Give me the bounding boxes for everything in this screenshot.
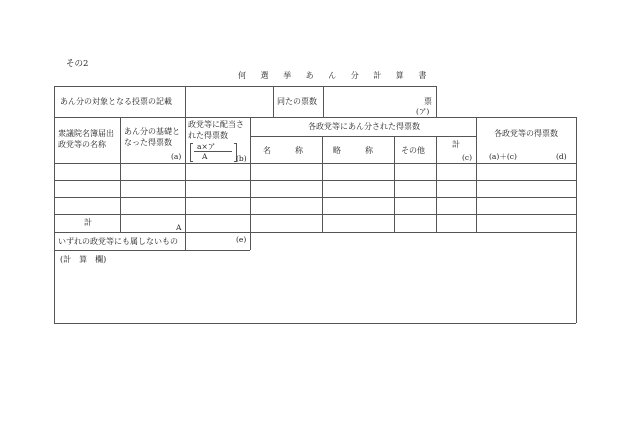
col-line [476, 117, 477, 232]
col-line [273, 86, 274, 117]
col-line [250, 117, 251, 250]
row-line [54, 232, 576, 233]
allocated-mark: (b) [236, 154, 247, 163]
basis-votes-header: あん分の基礎と [124, 127, 180, 136]
allocated-header-2: れた得票数 [188, 131, 228, 140]
allocated-header: 政党等に配当さ [188, 120, 244, 129]
party-name-header-2: 政党等の名称 [58, 140, 106, 149]
total-mark: A [176, 223, 182, 232]
col-line [436, 136, 437, 232]
row-line [54, 163, 576, 164]
form-border-bottom [54, 323, 576, 324]
formula-denominator: A [202, 152, 208, 161]
same-votes-label: 同たの票数 [277, 97, 317, 106]
row-line [250, 136, 476, 137]
row-line [54, 180, 576, 181]
party-votes-header: 各政党等の得票数 [494, 129, 558, 138]
unaffiliated-label: いずれの政党等にも属しないもの [58, 237, 178, 246]
votes-mark: (ア) [416, 107, 430, 116]
form-border-top [54, 86, 436, 87]
basis-votes-header-2: なった得票数 [124, 138, 172, 147]
col-line [436, 86, 437, 117]
col-line [185, 117, 186, 250]
allocation-formula [190, 143, 238, 160]
form-border-right [576, 117, 577, 323]
calc-border-left [54, 250, 55, 323]
party-name-header: 衆議院名簿届出 [58, 129, 114, 138]
distributed-header: 各政党等にあん分された得票数 [308, 122, 420, 131]
basis-votes-mark: (a) [171, 152, 182, 161]
form-border-left [54, 86, 55, 250]
calc-area-label: (計 算 欄) [60, 255, 107, 264]
target-votes-label: あん分の対象となる投票の記載 [60, 97, 172, 106]
total-label: 計 [84, 218, 92, 227]
page-title: 何 選 挙 あ ん 分 計 算 書 [238, 71, 433, 80]
unaffiliated-mark: (e) [236, 235, 247, 244]
sub-total-header: 計 [452, 140, 460, 149]
party-votes-mark: (d) [556, 152, 567, 161]
section-label: その2 [66, 59, 89, 69]
row-line [54, 250, 250, 251]
party-votes-formula: (a)＋(c) [489, 152, 517, 161]
formula-numerator: a×ア [197, 142, 216, 151]
col-line [322, 136, 323, 232]
col-line [120, 117, 121, 232]
votes-unit: 票 [424, 97, 432, 106]
col-line [394, 136, 395, 232]
sub-other-header: その他 [401, 146, 425, 155]
sub-total-mark: (c) [462, 153, 473, 162]
row-line [54, 197, 576, 198]
col-line [185, 86, 186, 117]
row-line [54, 117, 576, 118]
col-line [323, 86, 324, 117]
row-line [54, 214, 576, 215]
sub-name-header: 名 称 [263, 146, 303, 155]
sub-abbrev-header: 略 称 [333, 146, 373, 155]
